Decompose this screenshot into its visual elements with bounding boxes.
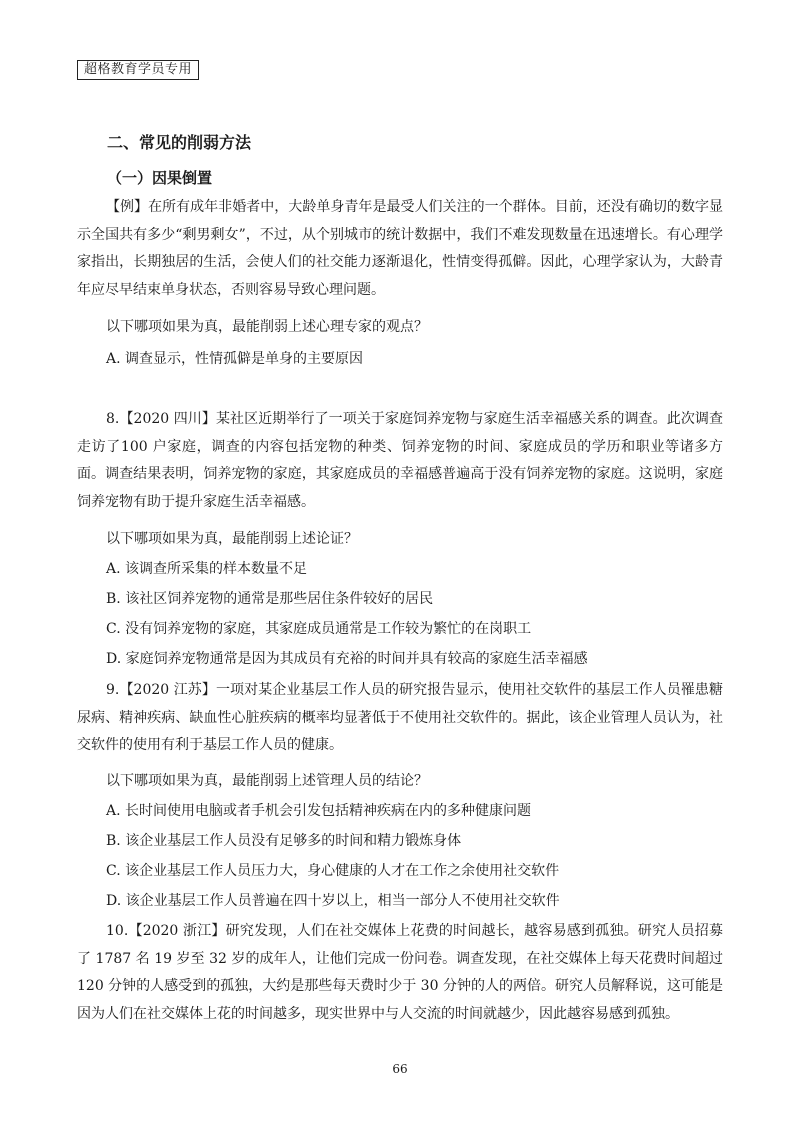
q9-paragraph: 9.【2020 江苏】一项对某企业基层工作人员的研究报告显示，使用社交软件的基层工作人员罹患糖尿病、精神疾病、缺血性心脏疾病的概率均显著低于不使用社交软件的。据此，该企业管理人员认为，社交软件的使用有利于基层工作人员的健康。	[77, 682, 723, 753]
subsection-title: （一）因果倒置	[107, 169, 213, 187]
q8-option-c: C. 没有饲养宠物的家庭，其家庭成员通常是工作较为繁忙的在岗职工	[106, 621, 532, 637]
q9-question: 以下哪项如果为真，最能削弱上述管理人员的结论？	[106, 773, 428, 789]
section-title: 二、常见的削弱方法	[107, 133, 252, 152]
q10-paragraph: 10.【2020 浙江】研究发现，人们在社交媒体上花费的时间越长，越容易感到孤独。研究人员招募了 1787 名 19 岁至 32 岁的成年人，让他们完成一份问卷。调查发现，在社交媒体上每天花费时间超过 120 分钟的人感受到的孤独，大约是那些每天费时少于 30 分钟的人的两倍。研究人员解释说，这可能是因为人们在社交媒体上花的时间越多，现实世界中与人交流的时间就越少，因此越容易感到孤独。	[77, 923, 723, 1022]
q9-option-a: A. 长时间使用电脑或者手机会引发包括精神疾病在内的多种健康问题	[106, 803, 532, 819]
q9-option-b: B. 该企业基层工作人员没有足够多的时间和精力锻炼身体	[106, 833, 462, 849]
q8-option-a: A. 该调查所采集的样本数量不足	[106, 561, 308, 577]
q8-option-d: D. 家庭饲养宠物通常是因为其成员有充裕的时间并具有较高的家庭生活幸福感	[106, 651, 588, 667]
q9-option-c: C. 该企业基层工作人员压力大，身心健康的人才在工作之余使用社交软件	[106, 863, 560, 879]
q8-paragraph: 8.【2020 四川】某社区近期举行了一项关于家庭饲养宠物与家庭生活幸福感关系的调查。此次调查走访了100 户家庭，调查的内容包括宠物的种类、饲养宠物的时间、家庭成员的学历和职业等诸多方面。调查结果表明，饲养宠物的家庭，其家庭成员的幸福感普遍高于没有饲养宠物的家庭。这说明，家庭饲养宠物有助于提升家庭生活幸福感。	[77, 411, 723, 510]
q8-option-b: B. 该社区饲养宠物的通常是那些居住条件较好的居民	[106, 591, 434, 607]
example-question: 以下哪项如果为真，最能削弱上述心理专家的观点？	[106, 319, 428, 335]
q9-option-d: D. 该企业基层工作人员普遍在四十岁以上，相当一部分人不使用社交软件	[106, 893, 560, 909]
page-number: 66	[392, 1062, 408, 1076]
header-stamp: 超格教育学员专用	[77, 60, 199, 80]
q8-question: 以下哪项如果为真，最能削弱上述论证？	[106, 531, 358, 547]
example-option-a: A. 调查显示，性情孤僻是单身的主要原因	[106, 351, 364, 367]
example-paragraph: 【例】在所有成年非婚者中，大龄单身青年是最受人们关注的一个群体。目前，还没有确切的数字显示全国共有多少“剩男剩女”，不过，从个别城市的统计数据中，我们不难发现数量在迅速增长。有心理学家指出，长期独居的生活，会使人们的社交能力逐渐退化，性情变得孤僻。因此，心理学家认为，大龄青年应尽早结束单身状态，否则容易导致心理问题。	[77, 199, 723, 298]
